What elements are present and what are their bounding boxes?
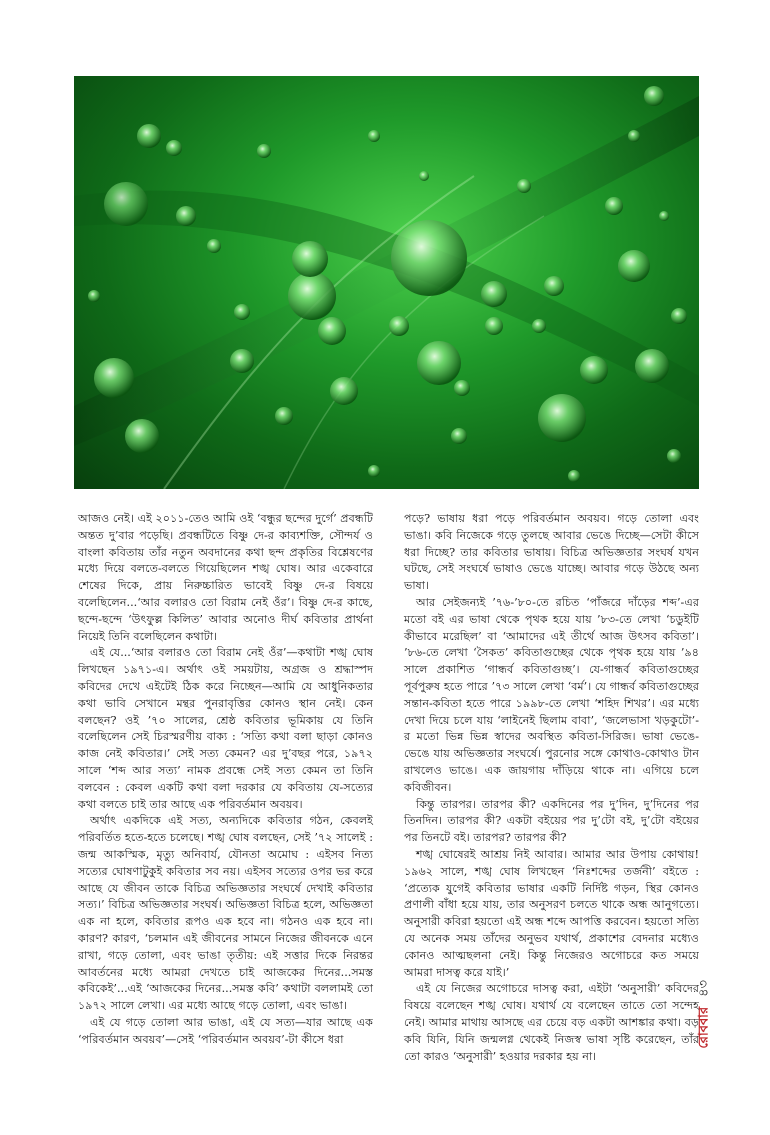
page-number: ৪৩ bbox=[696, 980, 711, 997]
magazine-name: রোববার bbox=[696, 1006, 711, 1049]
leaf-photo-graphic bbox=[74, 76, 699, 489]
leaf-water-drops-photo bbox=[74, 76, 699, 489]
page-footer bbox=[694, 980, 715, 1048]
paragraph: আজও নেই। এই ২০১১-তেও আমি ওই ‘বন্ধুর ছন্দের দুর্গে’ প্রবন্ধটি অন্তত দু’বার পড়েছি। প্রবন্ধটিতে বিষ্ণু দে-র কাব্যশক্তি, সৌন্দর্য ও বাংলা কবিতায় তাঁর নতুন অবদানের কথা ছন্দ প্রকৃতির বিশ্লেষণের মধ্যে দিয়ে বলতে-বলতে গিয়েছিলেন শঙ্খ ঘোষ। আর একেবারে শেষের দিকে, প্রায় নিরুচ্চারিত ভাবেই বিষ্ণু দে-র বিষয়ে বলেছিলেন...‘আর বলারও তো বিরাম নেই ওঁর’। বিষ্ণু দে-র কাছে, ছন্দে-ছন্দে ‘উৎফুল্ল কিলিত’ আবার অনোও দীর্ঘ কবিতার প্রার্থনা নিয়েই তিনি বলেছিলেন কথাটা। bbox=[78, 512, 373, 643]
paragraph: এই যে গড়ে তোলা আর ভাঙা, এই যে সত্য—যার আছে এক ‘পরিবর্তমান অবয়ব’—সেই ‘পরিবর্তমান অবয়ব’-টা কীসে ধরা bbox=[78, 1015, 373, 1046]
paragraph: পড়ে? ভাষায় ধরা পড়ে পরিবর্তমান অবয়ব। গড়ে তোলা এবং ভাঙা। কবি নিজেকে গড়ে তুলছে আবার ভেঙে দিচ্ছে—সেটা কীসে ধরা দিচ্ছে? তার কবিতার ভাষায়। বিচিত্র অভিজ্ঞতার সংঘর্ষ যখন ঘটছে, সেই সংঘর্ষে ভাষাও ভেঙে যাচ্ছে। আবার গড়ে উঠছে অন্য ভাষা। bbox=[404, 512, 699, 593]
paragraph: কিন্তু তারপর। তারপর কী? একদিনের পর দু’দিন, দু’দিনের পর তিনদিন। তারপর কী? একটা বইয়ের পর দু’টো বই, দু’টো বইয়ের পর তিনটে বই। তারপর? তারপর কী? bbox=[404, 797, 699, 845]
paragraph: অর্থাৎ একদিকে এই সত্য, অন্যদিকে কবিতার গঠন, কেবলই পরিবর্তিত হতে-হতে চলেছে। শঙ্খ ঘোষ বলছেন, সেই ’৭২ সালেই : জন্ম আকস্মিক, মৃত্যু অনিবার্য, যৌনতা অমোঘ : এইসব নিত্য সত্যের ঘোষণাটুকুই কবিতার সব নয়। এইসব সত্যের ওপর ভর করে আছে যে জীবন তাকে বিচিত্র অভিজ্ঞতার সংঘর্ষে দেখাই কবিতার সত্য।’ বিচিত্র অভিজ্ঞতার সংঘর্ষ। অভিজ্ঞতা বিচিত্র হলে, অভিজ্ঞতা এক না হলে, কবিতার রূপও এক হবে না। গঠনও এক হবে না। কারণ? কারণ, ‘চলমান এই জীবনের সামনে নিজের জীবনকে এনে রাখা, গড়ে তোলা, এবং ভাঙা তৃতীয়: এই সত্তার দিকে নিরন্তর আবর্তনের মধ্যে আমরা দেখতে চাই আজকের দিনের...সমস্ত কবিকেই’...এই ‘আজকের দিনের...সমস্ত কবি’ কথাটা বললামই তো ১৯৭২ সালে লেখা। এর মধ্যে আছে গড়ে তোলা, এবং ভাঙা। bbox=[78, 814, 373, 1013]
paragraph: শঙ্খ ঘোষেরই আশ্রয় নিই আবার। আমার আর উপায় কোথায়! ১৯৬২ সালে, শঙ্খ ঘোষ লিখছেন ‘নিঃশব্দের তর্জনী’ বইতে : ‘প্রত্যেক যুগেই কবিতার ভাষার একটি নির্দিষ্ট গড়ন, স্থির কোনও প্রণালী বাঁধা হয়ে যায়, তার অনুসরণ চলতে থাকে অন্ধ আনুগত্যে। অনুসারী কবিরা হয়তো এই অন্ধ শব্দে আপত্তি করবেন। হয়তো সত্যি যে অনেক সময় তাঁদের অনুভব যথার্থ, প্রকাশের বেদনার মধ্যেও কোনও আত্মছলনা নেই। কিন্তু নিজেরও অগোচরে কত সময়ে আমরা দাসত্ব করে যাই।’ bbox=[404, 847, 699, 979]
article-column-right bbox=[404, 511, 699, 1065]
paragraph: আর সেইজন্যই ’৭৬-’৮০-তে রচিত ‘পাঁজরে দাঁড়ের শব্দ’-এর মতো বই এর ভাষা থেকে পৃথক হয়ে যায় ’৮৩-তে লেখা ‘চডুইটি কীভাবে মরেছিল’ বা ‘আমাদের এই তীর্থে আজ উৎসব কবিতা’। ’৮৬-তে লেখা ‘সৈকত’ কবিতাগুচ্ছের থেকে পৃথক হয়ে যায় ’৯৪ সালে প্রকাশিত ‘গান্ধর্ব কবিতাগুচ্ছ’। যে-গান্ধর্ব কবিতাগুচ্ছের পূর্বপুরুষ হতে পারে ’৭৩ সালে লেখা ‘বর্ম’। যে গান্ধর্ব কবিতাগুচ্ছের সন্তান-কবিতা হতে পারে ১৯৯৮-তে লেখা ‘শহিদ শিখর’। এর মধ্যে দেখা দিয়ে চলে যায় ‘লাইনেই ছিলাম বাবা’, ‘জলেভাসা খড়কুটো’-র মতো ভিন্ন ভিন্ন স্বাদের অবস্থিত কবিতা-সিরিজ। ভাষা ভেঙে-ভেঙে যায় অভিজ্ঞতার সংঘর্ষে। পুরনোর সঙ্গে কোথাও-কোথাও টান রাখলেও ভাঙে। এক জায়গায় দাঁড়িয়ে থাকে না। এগিয়ে চলে কবিজীবন। bbox=[404, 595, 699, 794]
article-column-left bbox=[78, 511, 373, 1049]
paragraph: এই যে নিজের অগোচরে দাসত্ব করা, এইটা ‘অনুসারী’ কবিদের বিষয়ে বলেছেন শঙ্খ ঘোষ। যথার্থ যে বলেছেন তাতে তো সন্দেহ নেই। আমার মাথায় আসছে এর চেয়ে বড় একটা আশঙ্কার কথা। বড় কবি যিনি, যিনি জন্মলগ্ন থেকেই নিজস্ব ভাষা সৃষ্টি করেছেন, তাঁর তো কারও ‘অনুসারী’ হওয়ার দরকার হয় না। bbox=[404, 982, 699, 1063]
paragraph: এই যে...‘আর বলারও তো বিরাম নেই ওঁর’—কথাটা শঙ্খ ঘোষ লিখছেন ১৯৭১-এ। অর্থাৎ ওই সময়টায়, অগ্রজ ও শ্রদ্ধাস্পদ কবিদের দেখে এইটেই ঠিক করে নিচ্ছেন—আমি যে আধুনিকতার কথা ভাবি সেখানে মন্থর পুনরাবৃত্তির কোনও স্থান নেই। কেন বলছেন? ওই ’৭০ সালের, শ্রেষ্ঠ কবিতার ভূমিকায় যে তিনি বলেছিলেন সেই চিরস্মরণীয় বাক্য : ‘সত্যি কথা বলা ছাড়া কোনও কাজ নেই কবিতার।’ সেই সত্য কেমন? এর দু’বছর পরে, ১৯৭২ সালে ‘শব্দ আর সত্য’ নামক প্রবন্ধে সেই সত্য কেমন তা তিনি বলবেন : কেবল একটি কথা বলা দরকার যে কবিতায় যে-সত্যের কথা বলতে চাই তার আছে এক পরিবর্তমান অবয়ব। bbox=[78, 646, 373, 811]
